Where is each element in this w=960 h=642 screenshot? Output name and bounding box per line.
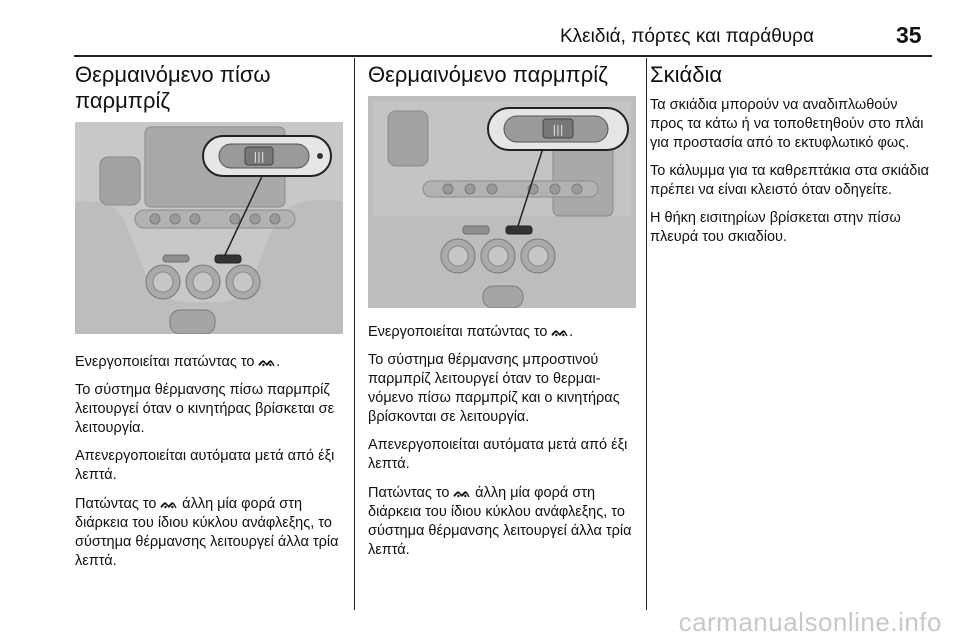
windscreen-heading: Θερμαινόμενο παρμπρίζ (368, 62, 608, 87)
header-rule (74, 55, 932, 57)
windscreen-para-4-pre: Πατώντας το (368, 485, 454, 501)
sun-visors-section (650, 62, 932, 256)
svg-text:|||: ||| (253, 150, 265, 163)
windscreen-para-3: Απενεργοποιείται αυτόματα μετά από έξι λεπτά. (368, 437, 628, 472)
windscreen-defrost-icon: ᨐ (551, 323, 570, 340)
rear-window-para-4-pre: Πατώντας το (75, 496, 161, 512)
rear-window-para-3: Απενεργοποιείται αυτόματα μετά από έξι λεπτά. (75, 448, 335, 483)
windscreen-figure (368, 96, 636, 308)
rear-window-para-1 (75, 352, 343, 372)
rear-window-figure (75, 122, 343, 334)
rear-window-section (75, 62, 343, 580)
windscreen-para-4-post: άλλη μία φορά στη διάρκεια του ίδιου κύκλου ανάφλεξης, το σύστημα θέρμανσης λειτουργεί άλλα τρία λεπτά. (368, 485, 632, 558)
page-number: 35 (896, 22, 922, 48)
windscreen-para-1-pre: Ενεργοποιείται πατώντας το (368, 324, 552, 340)
rear-window-para-1-pre: Ενεργοποιείται πατώντας το (75, 354, 259, 370)
windscreen-para-4 (368, 483, 636, 560)
header-title: Κλειδιά, πόρτες και παράθυρα (560, 26, 814, 47)
windscreen-defrost-icon: ᨐ (453, 484, 472, 501)
windscreen-para-1-post: . (569, 324, 574, 340)
windscreen-para-1 (368, 322, 636, 342)
rear-window-para-4 (75, 494, 343, 571)
rear-window-heading: Θερμαινόμενο πίσω παρμπρίζ (75, 62, 271, 113)
rear-window-para-1-post: . (276, 354, 281, 370)
svg-text:|||: ||| (552, 123, 564, 136)
sun-visors-para-1: Τα σκιάδια μπορούν να αναδιπλωθούν προς τα κάτω ή να τοποθετηθούν στο πλάι για προστασία από το εκτυφλωτικό φως. (650, 97, 924, 151)
rear-window-para-4-post: άλλη μία φορά στη διάρκεια του ίδιου κύκλου ανάφλεξης, το σύστημα θέρμανσης λειτουργεί άλλα τρία λεπτά. (75, 496, 339, 569)
column-separator-2 (646, 58, 647, 610)
rear-defrost-icon: ᨐ (160, 495, 179, 512)
sun-visors-para-2: Το κάλυμμα για τα καθρεπτάκια στα σκιάδια πρέπει να είναι κλειστό όταν οδηγείτε. (650, 163, 929, 198)
windscreen-para-2: Το σύστημα θέρμανσης μπροστινού παρμπρίζ λειτουργεί όταν το θερμαινόμενο πίσω παρμπρίζ και ο κινητήρας βρίσκονται σε λειτουργία. (368, 352, 620, 425)
rear-window-para-2: Το σύστημα θέρμανσης πίσω παρμπρίζ λειτουργεί όταν ο κινητήρας βρίσκεται σε λειτουργία. (75, 382, 335, 436)
column-separator-1 (354, 58, 355, 610)
sun-visors-heading: Σκιάδια (650, 62, 723, 87)
sun-visors-para-3: Η θήκη εισιτηρίων βρίσκεται στην πίσω πλευρά του σκιαδίου. (650, 210, 901, 245)
windscreen-section (368, 62, 636, 569)
watermark: carmanualsonline.info (678, 607, 942, 637)
rear-defrost-icon: ᨐ (258, 353, 277, 370)
